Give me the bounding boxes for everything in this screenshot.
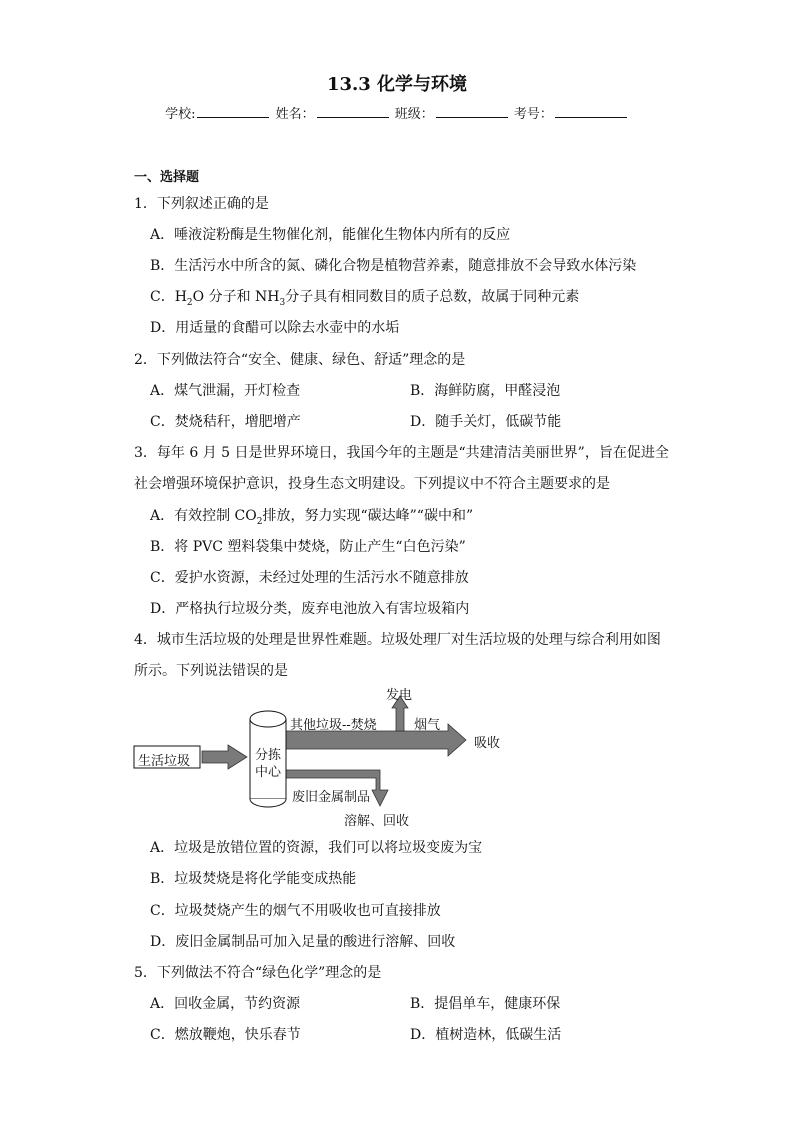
subscript-2: 2 bbox=[186, 297, 193, 308]
option-a-text-2: 排放，努力实现“碳达峰”“碳中和” bbox=[262, 508, 474, 524]
center-label-line-2: 中心 bbox=[255, 765, 282, 780]
class-blank[interactable] bbox=[436, 105, 508, 118]
question-1-option-a[interactable]: A．唾液淀粉酶是生物催化剂，能催化生物体内所有的反应 bbox=[150, 227, 511, 243]
subscript-2: 2 bbox=[256, 516, 263, 527]
question-3-option-d[interactable]: D．严格执行垃圾分类，废弃电池放入有害垃圾箱内 bbox=[150, 601, 470, 617]
question-5-option-b[interactable]: B．提倡单车，健康环保 bbox=[410, 996, 561, 1012]
smoke-label: 烟气 bbox=[414, 718, 441, 733]
question-4-option-a[interactable]: A．垃圾是放错位置的资源，我们可以将垃圾变废为宝 bbox=[150, 840, 483, 856]
class-label: 班级： bbox=[394, 107, 434, 122]
name-blank[interactable] bbox=[317, 105, 389, 118]
sorting-center-bottom bbox=[250, 799, 286, 807]
question-2-option-a[interactable]: A．煤气泄漏，开灯检查 bbox=[150, 383, 301, 399]
exam-no-label: 考号： bbox=[513, 107, 553, 122]
question-2-stem: 2．下列做法符合“安全、健康、绿色、舒适”理念的是 bbox=[134, 352, 466, 368]
question-2-option-c[interactable]: C．焚烧秸秆，增肥增产 bbox=[150, 414, 301, 430]
question-3-option-c[interactable]: C．爱护水资源，未经过处理的生活污水不随意排放 bbox=[150, 570, 469, 586]
option-a-text-1: A．有效控制 CO bbox=[150, 508, 257, 524]
question-4-stem-line-2: 所示。下列说法错误的是 bbox=[134, 663, 288, 679]
subscript-3: 3 bbox=[279, 297, 286, 308]
absorb-label: 吸收 bbox=[474, 736, 501, 751]
input-arrow bbox=[202, 745, 247, 769]
question-5-option-a[interactable]: A．回收金属，节约资源 bbox=[150, 996, 301, 1012]
student-info-line bbox=[0, 103, 794, 122]
page-title: 13.3 化学与环境 bbox=[326, 74, 468, 95]
question-3-option-b[interactable]: B．将 PVC 塑料袋集中焚烧，防止产生“白色污染” bbox=[150, 539, 466, 555]
question-5-stem: 5．下列做法不符合“绿色化学”理念的是 bbox=[134, 965, 382, 981]
question-4-stem-line-1: 4．城市生活垃圾的处理是世界性难题。垃圾处理厂对生活垃圾的处理与综合利用如图 bbox=[134, 632, 661, 648]
question-1-option-d[interactable]: D．用适量的食醋可以除去水壶中的水垢 bbox=[150, 320, 400, 336]
branch-top-label: 其他垃圾--焚烧 bbox=[290, 718, 377, 733]
question-1-stem: 1．下列叙述正确的是 bbox=[134, 196, 269, 212]
question-4-option-d[interactable]: D．废旧金属制品可加入足量的酸进行溶解、回收 bbox=[150, 934, 456, 950]
center-label-line-1: 分拣 bbox=[255, 748, 282, 763]
question-3-stem-line-2: 社会增强环境保护意识，投身生态文明建设。下列提议中不符合主题要求的是 bbox=[134, 476, 610, 492]
name-label: 姓名： bbox=[275, 107, 315, 122]
recycle-label: 溶解、回收 bbox=[344, 814, 410, 829]
question-3-stem-line-1: 3．每年 6 月 5 日是世界环境日，我国今年的主题是“共建清洁美丽世界”，旨在促进全 bbox=[134, 445, 669, 461]
question-3-option-a[interactable] bbox=[150, 505, 473, 527]
branch-bottom-label: 废旧金属制品 bbox=[292, 790, 371, 805]
question-1-option-c[interactable] bbox=[150, 286, 579, 308]
question-2-option-d[interactable]: D．随手关灯，低碳节能 bbox=[410, 414, 562, 430]
option-c-text-1: C．H bbox=[150, 289, 187, 305]
section-title: 一、选择题 bbox=[134, 170, 200, 185]
question-5-option-c[interactable]: C．燃放鞭炮，快乐春节 bbox=[150, 1027, 301, 1043]
waste-processing-diagram bbox=[130, 684, 510, 830]
question-5-option-d[interactable]: D．植树造林，低碳生活 bbox=[410, 1027, 562, 1043]
sorting-center-top bbox=[250, 711, 286, 727]
school-blank[interactable] bbox=[197, 105, 269, 118]
question-1-option-b[interactable]: B．生活污水中所含的氮、磷化合物是植物营养素，随意排放不会导致水体污染 bbox=[150, 258, 637, 274]
school-label: 学校: bbox=[165, 107, 196, 122]
exam-no-blank[interactable] bbox=[555, 105, 627, 118]
option-c-text-2: O 分子和 NH bbox=[192, 289, 280, 305]
question-4-option-b[interactable]: B．垃圾焚烧是将化学能变成热能 bbox=[150, 871, 357, 887]
option-c-text-3: 分子具有相同数目的质子总数，故属于同种元素 bbox=[285, 289, 580, 305]
question-2-option-b[interactable]: B．海鲜防腐，甲醛浸泡 bbox=[410, 383, 561, 399]
question-4-option-c[interactable]: C．垃圾焚烧产生的烟气不用吸收也可直接排放 bbox=[150, 903, 441, 919]
power-label: 发电 bbox=[386, 688, 413, 703]
input-label: 生活垃圾 bbox=[138, 754, 191, 769]
